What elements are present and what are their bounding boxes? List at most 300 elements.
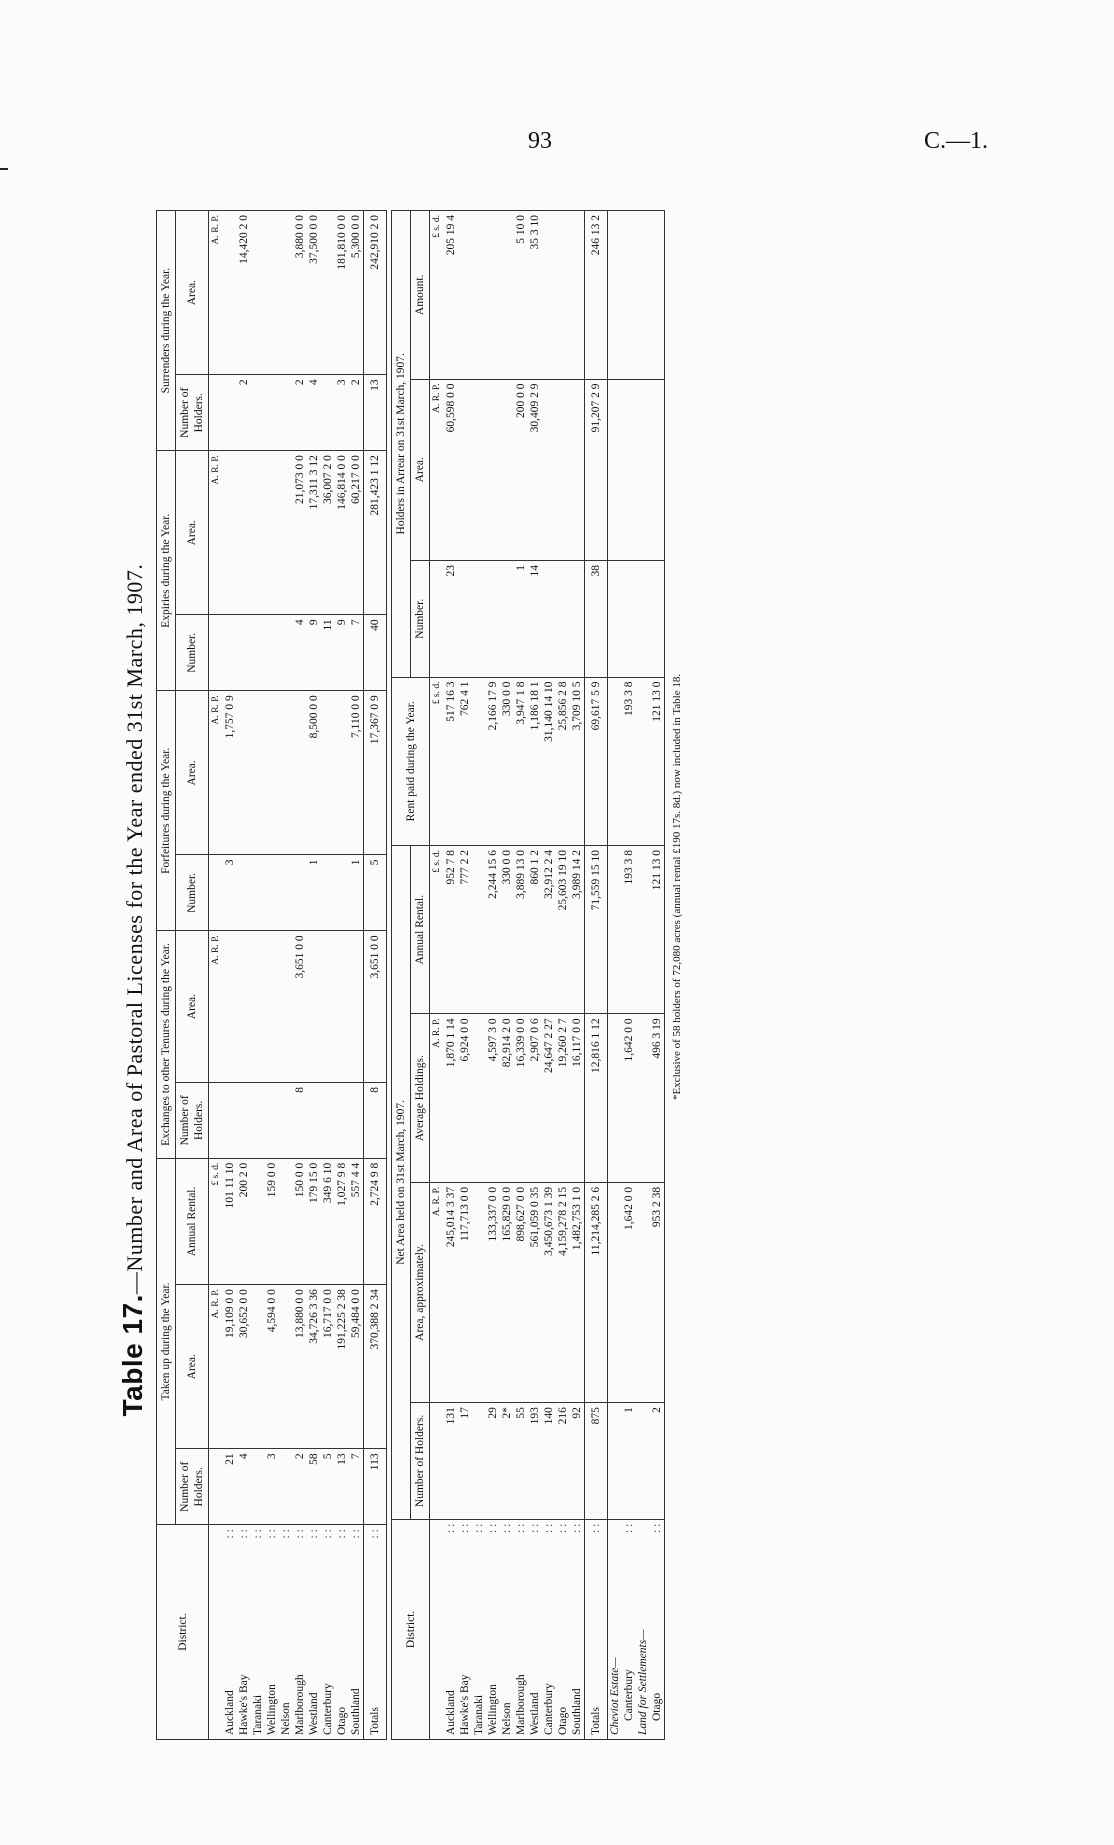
- district-name: Southland: [350, 1688, 362, 1735]
- district-name: Otago: [336, 1706, 348, 1735]
- average-cell: 24,647 2 27: [542, 1014, 556, 1182]
- holders-cell: 8: [364, 1082, 387, 1158]
- holders-cell: [307, 1082, 321, 1158]
- table-row: [251, 211, 265, 1740]
- leader-dots: : :: [266, 1529, 278, 1539]
- rent-paid-cell: 330 0 0: [500, 677, 514, 845]
- number-cell: 7: [349, 615, 364, 691]
- leader-dots: : :: [623, 1523, 635, 1533]
- leader-dots: : :: [473, 1523, 485, 1533]
- rental-cell: 150 0 0: [293, 1158, 307, 1284]
- holders-cell: 21: [223, 1449, 237, 1525]
- area-cell: [279, 1285, 293, 1449]
- district-header: District.: [157, 1525, 209, 1740]
- district-name: Nelson: [501, 1702, 513, 1735]
- holders-cell: 1: [622, 1403, 636, 1520]
- unit-label: A. R. P.: [430, 379, 445, 560]
- upper-table: [156, 210, 387, 1740]
- expiries-header: Expiries during the Year.: [157, 451, 176, 691]
- arrear-number-cell: 14: [528, 560, 542, 677]
- area-cell: 37,500 0 0: [307, 211, 321, 375]
- area-cell: [279, 931, 293, 1083]
- rental-cell: 32,912 2 4: [542, 845, 556, 1013]
- district-name: Otago: [651, 1692, 663, 1721]
- holders-cell: 92: [570, 1403, 585, 1520]
- area-cell: [335, 931, 349, 1083]
- table-row: [514, 211, 528, 1740]
- rental-cell: 121 13 0: [650, 845, 665, 1013]
- arrear-number-cell: [556, 560, 570, 677]
- rental-cell: 952 7 8: [444, 845, 458, 1013]
- table-title: [110, 180, 156, 1800]
- leader-dots: : :: [543, 1523, 555, 1533]
- rental-cell: 2,724 9 8: [364, 1158, 387, 1284]
- area-cell: [265, 691, 279, 855]
- arrear-area-cell: 30,409 2 9: [528, 379, 542, 560]
- arrear-amount-cell: 35 3 10: [528, 211, 542, 380]
- page-number: 93: [528, 128, 552, 154]
- arrear-amount-cell: [500, 211, 514, 380]
- table-row: [307, 211, 321, 1740]
- arrear-amount-cell: [458, 211, 472, 380]
- number-cell: 11: [321, 615, 335, 691]
- margin-mark: [0, 168, 8, 170]
- area-cell: 281,423 1 12: [364, 451, 387, 615]
- district-cell: [500, 1519, 514, 1739]
- leader-dots: : :: [590, 1523, 602, 1533]
- area-cell: 36,007 2 0: [321, 451, 335, 615]
- table-row: [556, 211, 570, 1740]
- rent-paid-cell: 69,617 5 9: [585, 677, 608, 845]
- holders-cell: 193: [528, 1403, 542, 1520]
- holders-cell: [279, 1449, 293, 1525]
- district-cell: [458, 1519, 472, 1739]
- district-name: Nelson: [280, 1702, 292, 1735]
- holders-cell: 113: [364, 1449, 387, 1525]
- holders-cell: [335, 1082, 349, 1158]
- district-cell: [279, 1525, 293, 1740]
- rent-paid-cell: 517 16 3: [444, 677, 458, 845]
- table-title-text: —Number and Area of Pastoral Licenses for the Year ended 31st March, 1907.: [122, 563, 147, 1295]
- number-cell: [237, 855, 251, 931]
- number-cell: 1: [307, 855, 321, 931]
- district-name: Westland: [529, 1692, 541, 1735]
- district-cell: [335, 1525, 349, 1740]
- rental-cell: 860 1 2: [528, 845, 542, 1013]
- area-cell: 245,014 3 37: [444, 1182, 458, 1402]
- lower-table-body: [430, 211, 665, 1740]
- area-cell: 561,059 0 35: [528, 1182, 542, 1402]
- district-cell: [321, 1525, 335, 1740]
- district-name: Marlborough: [294, 1674, 306, 1735]
- arrear-amount-cell: [556, 211, 570, 380]
- leader-dots: : :: [515, 1523, 527, 1533]
- area-col-header: Area.: [176, 931, 209, 1083]
- number-cell: [265, 615, 279, 691]
- holders-cell: [279, 375, 293, 451]
- empty-cell: [608, 1014, 623, 1182]
- area-cell: [293, 691, 307, 855]
- rent-paid-cell: 1,186 18 1: [528, 677, 542, 845]
- leader-dots: : :: [445, 1523, 457, 1533]
- rental-cell: [279, 1158, 293, 1284]
- table-row: [542, 211, 556, 1740]
- area-cell: [265, 211, 279, 375]
- average-cell: [472, 1014, 486, 1182]
- district-name: Taranaki: [473, 1694, 485, 1735]
- arrear-number-cell: 38: [585, 560, 608, 677]
- arrear-area-cell: [542, 379, 556, 560]
- holders-cell: 55: [514, 1403, 528, 1520]
- rental-cell: 777 2 2: [458, 845, 472, 1013]
- leader-dots: : :: [571, 1523, 583, 1533]
- holders-cell: [265, 375, 279, 451]
- area-cell: [237, 691, 251, 855]
- area-cell: 13,880 0 0: [293, 1285, 307, 1449]
- empty-cell: [636, 211, 650, 380]
- district-cell: [542, 1519, 556, 1739]
- leader-dots: : :: [308, 1529, 320, 1539]
- holders-cell: 3: [265, 1449, 279, 1525]
- empty-cell: [608, 677, 623, 845]
- arrear-area-cell: 91,207 2 9: [585, 379, 608, 560]
- number-cell: [223, 615, 237, 691]
- arrear-area-cell: 200 0 0: [514, 379, 528, 560]
- district-name: Auckland: [224, 1690, 236, 1735]
- holders-cell: 2*: [500, 1403, 514, 1520]
- district-cell: [528, 1519, 542, 1739]
- lower-table: [391, 210, 665, 1740]
- area-cell: 17,311 3 12: [307, 451, 321, 615]
- table-row: [335, 211, 349, 1740]
- holders-cell: 2: [650, 1403, 665, 1520]
- district-name: Canterbury: [623, 1669, 635, 1721]
- arrear-number-cell: [650, 560, 665, 677]
- average-cell: 16,117 0 0: [570, 1014, 585, 1182]
- district-name: Auckland: [445, 1690, 457, 1735]
- leader-dots: : :: [336, 1529, 348, 1539]
- area-cell: 953 2 38: [650, 1182, 665, 1402]
- rent-paid-cell: [472, 677, 486, 845]
- leader-dots: : :: [280, 1529, 292, 1539]
- arrear-amount-cell: [472, 211, 486, 380]
- area-cell: [307, 931, 321, 1083]
- arrear-amount-cell: 205 19 4: [444, 211, 458, 380]
- district-cell: [444, 1519, 458, 1739]
- arrear-area-cell: [570, 379, 585, 560]
- leader-dots: : :: [224, 1529, 236, 1539]
- holders-cell: 7: [349, 1449, 364, 1525]
- unit-label: A. R. P.: [209, 691, 224, 855]
- area-cell: 11,214,285 2 6: [585, 1182, 608, 1402]
- arrear-number-cell: [500, 560, 514, 677]
- district-cell: [349, 1525, 364, 1740]
- rental-cell: 71,559 15 10: [585, 845, 608, 1013]
- unit-label: A. R. P.: [209, 451, 224, 615]
- district-name: Otago: [557, 1706, 569, 1735]
- empty-cell: [636, 1403, 650, 1520]
- district-cell: [486, 1519, 500, 1739]
- district-cell: [364, 1525, 387, 1740]
- empty-cell: [608, 379, 623, 560]
- holders-cell: [223, 1082, 237, 1158]
- average-cell: 19,260 2 7: [556, 1014, 570, 1182]
- totals-row: [585, 211, 608, 1740]
- leader-dots: : :: [529, 1523, 541, 1533]
- holders-cell: [321, 375, 335, 451]
- district-name: Totals: [590, 1707, 602, 1735]
- area-cell: 1,482,753 1 0: [570, 1182, 585, 1402]
- number-cell: 3: [223, 855, 237, 931]
- area-cell: 17,367 0 9: [364, 691, 387, 855]
- district-cell: [265, 1525, 279, 1740]
- arrear-amount-cell: 5 10 0: [514, 211, 528, 380]
- area-cell: 165,829 0 0: [500, 1182, 514, 1402]
- table-row: [279, 211, 293, 1740]
- area-col-header: Area.: [176, 691, 209, 855]
- leader-dots: : :: [487, 1523, 499, 1533]
- arrear-area-cell: [622, 379, 636, 560]
- average-cell: 2,907 0 6: [528, 1014, 542, 1182]
- district-name: Marlborough: [515, 1674, 527, 1735]
- district-cell: [514, 1519, 528, 1739]
- rental-cell: 25,603 19 10: [556, 845, 570, 1013]
- average-cell: 4,597 3 0: [486, 1014, 500, 1182]
- arrear-number-cell: [486, 560, 500, 677]
- number-col-header: Number.: [411, 560, 430, 677]
- number-cell: [279, 855, 293, 931]
- leader-dots: : :: [459, 1523, 471, 1533]
- empty-cell: [608, 1182, 623, 1402]
- area-cell: 1,757 0 9: [223, 691, 237, 855]
- unit-label: £ s. d.: [430, 845, 445, 1013]
- arrear-area-cell: [650, 379, 665, 560]
- area-cell: [223, 451, 237, 615]
- district-name: Canterbury: [322, 1683, 334, 1735]
- rental-col-header: Annual Rental.: [176, 1158, 209, 1284]
- number-cell: [237, 615, 251, 691]
- district-cell: [570, 1519, 585, 1739]
- number-cell: [335, 855, 349, 931]
- number-cell: 5: [364, 855, 387, 931]
- table-row: [444, 211, 458, 1740]
- empty-cell: [636, 379, 650, 560]
- section-label: Cheviot Estate—: [608, 1519, 623, 1739]
- leader-dots: : :: [557, 1523, 569, 1533]
- rental-cell: 3,989 14 2: [570, 845, 585, 1013]
- rental-col-header: Annual Rental.: [411, 845, 430, 1013]
- empty-cell: [636, 845, 650, 1013]
- number-cell: 40: [364, 615, 387, 691]
- rental-cell: 349 6 10: [321, 1158, 335, 1284]
- empty-cell: [608, 560, 623, 677]
- holders-cell: 29: [486, 1403, 500, 1520]
- arrear-area-cell: [556, 379, 570, 560]
- area-approx-header: Area, approximately.: [411, 1182, 430, 1402]
- table-row: [528, 211, 542, 1740]
- net-area-header: Net Area held on 31st March, 1907.: [392, 845, 411, 1519]
- empty-cell: [636, 560, 650, 677]
- unit-label: A. R. P.: [209, 1285, 224, 1449]
- area-cell: 898,627 0 0: [514, 1182, 528, 1402]
- district-header: District.: [392, 1519, 430, 1739]
- leader-dots: : :: [651, 1523, 663, 1533]
- rent-paid-cell: 762 4 1: [458, 677, 472, 845]
- empty-cell: [608, 1403, 623, 1520]
- rental-cell: 330 0 0: [500, 845, 514, 1013]
- average-cell: 82,914 2 0: [500, 1014, 514, 1182]
- district-cell: [293, 1525, 307, 1740]
- number-cell: 4: [293, 615, 307, 691]
- holders-cell: 4: [237, 1449, 251, 1525]
- rental-cell: 557 4 4: [349, 1158, 364, 1284]
- arrear-area-cell: [486, 379, 500, 560]
- area-cell: [279, 691, 293, 855]
- table-row: [472, 211, 486, 1740]
- unit-row: [430, 211, 445, 1740]
- table-row: [570, 211, 585, 1740]
- arrear-amount-cell: [650, 211, 665, 380]
- area-cell: 59,484 0 0: [349, 1285, 364, 1449]
- holders-cell: [251, 375, 265, 451]
- arrear-amount-cell: 246 13 2: [585, 211, 608, 380]
- footnote: *Exclusive of 58 holders of 72,080 acres (annual rental £190 17s. 8d.) now included in Table 18.: [671, 673, 683, 1100]
- arrear-amount-cell: [486, 211, 500, 380]
- district-cell: [251, 1525, 265, 1740]
- area-cell: [223, 211, 237, 375]
- area-cell: 3,651 0 0: [293, 931, 307, 1083]
- holders-cell: 17: [458, 1403, 472, 1520]
- number-cell: [293, 855, 307, 931]
- area-cell: 370,388 2 34: [364, 1285, 387, 1449]
- number-cell: [321, 855, 335, 931]
- arrear-amount-cell: [570, 211, 585, 380]
- rent-paid-header: Rent paid during the Year.: [392, 677, 430, 845]
- area-cell: 4,594 0 0: [265, 1285, 279, 1449]
- holders-cell: [265, 1082, 279, 1158]
- rental-cell: 3,889 13 0: [514, 845, 528, 1013]
- rental-cell: 101 11 10: [223, 1158, 237, 1284]
- area-cell: 4,159,278 2 15: [556, 1182, 570, 1402]
- number-cell: [251, 615, 265, 691]
- cheviot-row: [622, 211, 636, 1740]
- area-cell: 34,726 3 36: [307, 1285, 321, 1449]
- holders-cell: 2: [237, 375, 251, 451]
- holders-col-header: Number of Holders.: [411, 1403, 430, 1520]
- district-name: Totals: [369, 1707, 381, 1735]
- area-cell: 8,500 0 0: [307, 691, 321, 855]
- district-cell: [237, 1525, 251, 1740]
- area-cell: 146,814 0 0: [335, 451, 349, 615]
- holders-cell: [251, 1449, 265, 1525]
- district-cell: [307, 1525, 321, 1740]
- rent-paid-cell: 2,166 17 9: [486, 677, 500, 845]
- rotated-table-block: [110, 180, 1030, 1800]
- area-cell: 3,880 0 0: [293, 211, 307, 375]
- exchanges-header: Exchanges to other Tenures during the Year.: [157, 931, 176, 1158]
- district-name: Canterbury: [543, 1683, 555, 1735]
- area-cell: 191,225 2 38: [335, 1285, 349, 1449]
- holders-cell: 2: [293, 1449, 307, 1525]
- taken-up-header: Taken up during the Year.: [157, 1158, 176, 1524]
- area-cell: 21,073 0 0: [293, 451, 307, 615]
- holders-cell: 875: [585, 1403, 608, 1520]
- holders-col-header: Number of Holders.: [176, 375, 209, 451]
- district-cell: [585, 1519, 608, 1739]
- table-number: Table 17.: [117, 1294, 148, 1417]
- rent-paid-cell: 31,140 14 10: [542, 677, 556, 845]
- holders-cell: [251, 1082, 265, 1158]
- arrear-area-cell: [458, 379, 472, 560]
- district-name: Wellington: [266, 1684, 278, 1735]
- surrenders-header: Surrenders during the Year.: [157, 211, 176, 451]
- area-cell: [321, 691, 335, 855]
- empty-cell: [608, 845, 623, 1013]
- average-cell: 1,870 1 14: [444, 1014, 458, 1182]
- arrear-number-cell: 23: [444, 560, 458, 677]
- number-col-header: Number.: [176, 615, 209, 691]
- rent-paid-cell: 3,947 1 8: [514, 677, 528, 845]
- rent-paid-cell: 3,709 10 5: [570, 677, 585, 845]
- holders-cell: [223, 375, 237, 451]
- unit-label: £ s. d.: [430, 677, 445, 845]
- rent-paid-cell: 25,856 2 8: [556, 677, 570, 845]
- leader-dots: : :: [369, 1529, 381, 1539]
- district-name: Wellington: [487, 1684, 499, 1735]
- average-holdings-header: Average Holdings.: [411, 1014, 430, 1182]
- area-cell: [265, 451, 279, 615]
- arrear-header: Holders in Arrear on 31st March, 1907.: [392, 211, 411, 678]
- holders-cell: [279, 1082, 293, 1158]
- empty-cell: [608, 211, 623, 380]
- holders-cell: 216: [556, 1403, 570, 1520]
- holders-cell: 13: [364, 375, 387, 451]
- unit-label: £ s. d.: [430, 211, 445, 380]
- area-cell: [251, 211, 265, 375]
- area-cell: [251, 1285, 265, 1449]
- area-cell: 14,420 2 0: [237, 211, 251, 375]
- district-name: Westland: [308, 1692, 320, 1735]
- holders-cell: 2: [293, 375, 307, 451]
- area-cell: [251, 691, 265, 855]
- average-cell: 1,642 0 0: [622, 1014, 636, 1182]
- empty-cell: [636, 1014, 650, 1182]
- area-cell: 3,651 0 0: [364, 931, 387, 1083]
- leader-dots: : :: [350, 1529, 362, 1539]
- area-cell: [321, 931, 335, 1083]
- arrear-amount-cell: [542, 211, 556, 380]
- area-cell: [279, 451, 293, 615]
- arrear-area-cell: 60,598 0 0: [444, 379, 458, 560]
- holders-cell: 2: [349, 375, 364, 451]
- rental-cell: [472, 845, 486, 1013]
- unit-label: A. R. P.: [209, 931, 224, 1083]
- area-cell: [472, 1182, 486, 1402]
- district-name: Taranaki: [252, 1694, 264, 1735]
- area-cell: [279, 211, 293, 375]
- district-cell: [223, 1525, 237, 1740]
- holders-cell: [472, 1403, 486, 1520]
- unit-label: A. R. P.: [430, 1014, 445, 1182]
- report-code: C.—1.: [924, 128, 989, 154]
- district-cell: [622, 1519, 636, 1739]
- leader-dots: : :: [294, 1529, 306, 1539]
- arrear-number-cell: [570, 560, 585, 677]
- arrear-number-cell: [458, 560, 472, 677]
- number-col-header: Number.: [176, 855, 209, 931]
- holders-cell: 3: [335, 375, 349, 451]
- area-cell: [237, 451, 251, 615]
